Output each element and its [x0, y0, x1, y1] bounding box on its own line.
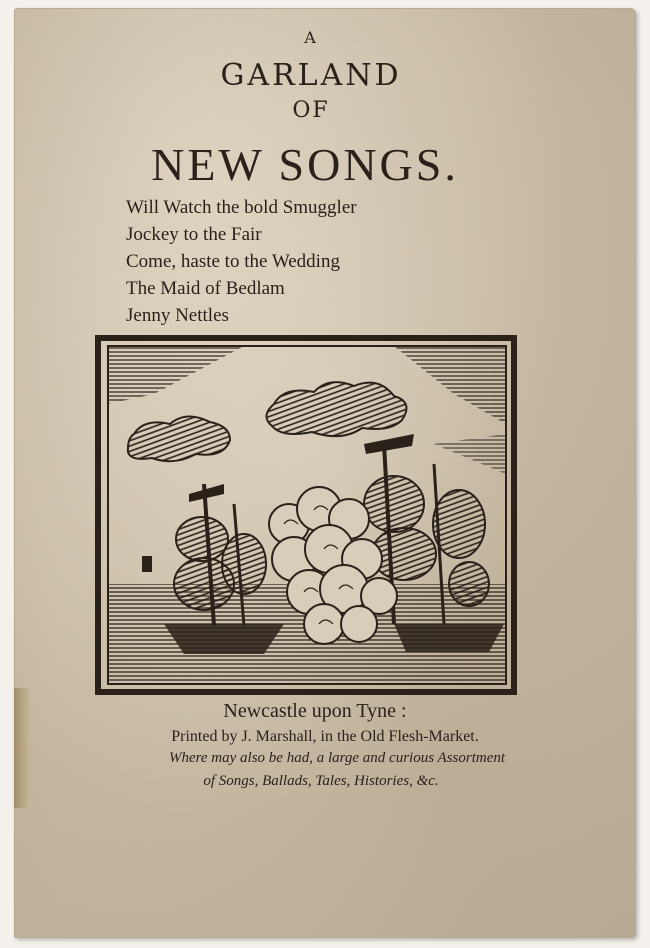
song-item: Will Watch the bold Smuggler [126, 197, 357, 218]
title-line-new-songs: NEW SONGS. [151, 139, 459, 190]
title-line-garland: GARLAND [220, 58, 402, 93]
woodcut-ship-battle-illustration [94, 334, 518, 696]
imprint-items: of Songs, Ballads, Tales, Histories, &c. [203, 773, 439, 789]
song-item: The Maid of Bedlam [126, 278, 285, 299]
imprint-printer: Printed by J. Marshall, in the Old Flesh-Market. [171, 728, 479, 745]
chapbook-page [14, 8, 636, 938]
song-item: Jockey to the Fair [126, 224, 262, 245]
song-item: Come, haste to the Wedding [126, 251, 340, 272]
song-list [126, 194, 357, 329]
imprint-where: Where may also be had, a large and curious Assortment [168, 750, 506, 766]
song-item: Jenny Nettles [126, 305, 229, 326]
title-line-a: A [304, 28, 318, 47]
title-line-of: OF [292, 98, 330, 123]
imprint-place: Newcastle upon Tyne : [223, 700, 407, 722]
